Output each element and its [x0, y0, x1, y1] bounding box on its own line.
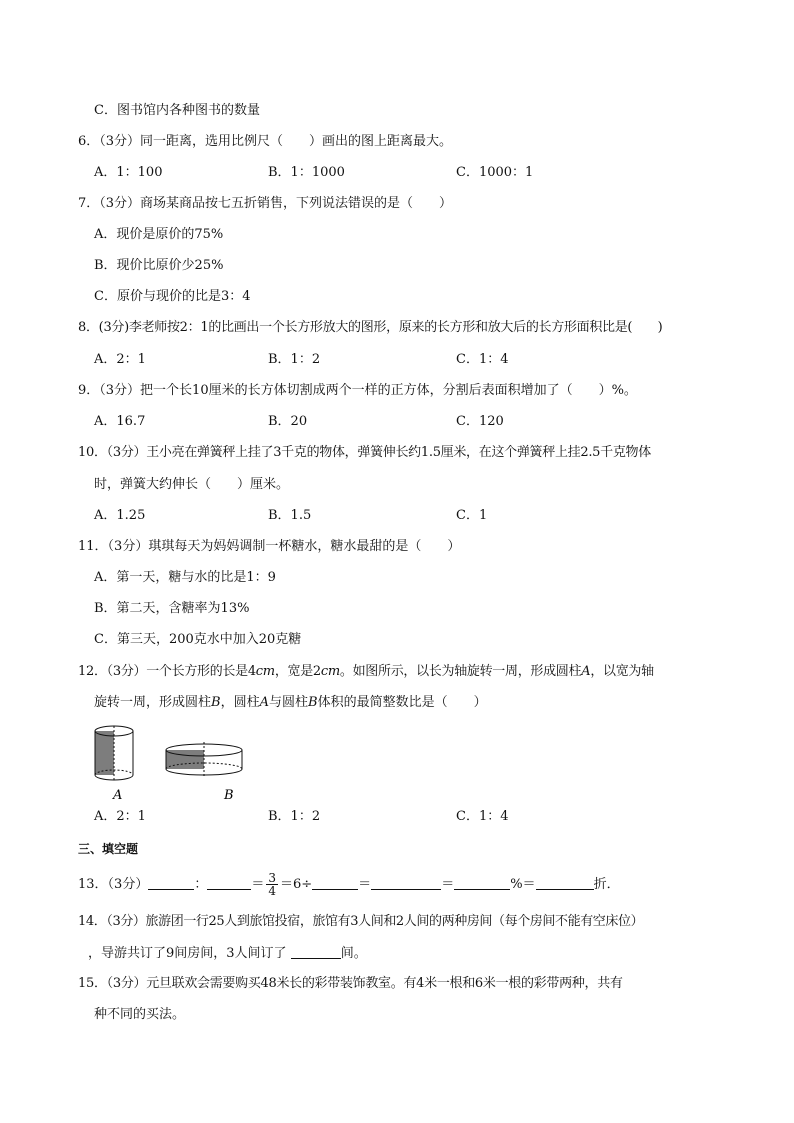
q12-stem-line2: 旋转一周，形成圆柱B，圆柱A与圆柱B体积的最简整数比是（ ）: [94, 695, 487, 710]
q12-option-a: A．2：1: [94, 809, 146, 824]
q11-stem: 11．（3分）琪琪每天为妈妈调制一杯糖水，糖水最甜的是（ ）: [78, 539, 461, 554]
q10-option-b: B．1.5: [268, 508, 312, 523]
q13-blank-2[interactable]: [207, 876, 251, 890]
section-fill-in-title: 三、填空题: [78, 842, 139, 856]
cylinder-a-label: A: [113, 788, 123, 802]
q14-stem-line1: 14．（3分）旅游团一行25人到旅馆投宿，旅馆有3人间和2人间的两种房间（每个房间不能有空床位）: [78, 914, 644, 929]
q9-option-a: A．16.7: [94, 414, 146, 429]
q13-blank-4[interactable]: [371, 876, 441, 890]
q13-blank-1[interactable]: [148, 876, 194, 890]
q6-option-b: B．1：1000: [268, 165, 345, 180]
q13-blank-3[interactable]: [312, 876, 358, 890]
q6-stem: 6．（3分）同一距离，选用比例尺（ ）画出的图上距离最大。: [78, 134, 453, 149]
cylinder-b-shape: [166, 742, 242, 777]
q13-fraction: $\frac{3}{4}$: [268, 871, 276, 898]
q14-blank[interactable]: [291, 945, 341, 959]
q7-stem: 7．（3分）商场某商品按七五折销售，下列说法错误的是（ ）: [78, 196, 453, 211]
q7-option-c: C．原价与现价的比是3：4: [94, 289, 251, 304]
q13-blank-6[interactable]: [536, 876, 594, 890]
q8-option-c: C．1：4: [456, 352, 509, 367]
q11-option-b: B．第二天，含糖率为13%: [94, 601, 250, 616]
q10-option-a: A．1.25: [94, 508, 146, 523]
q13-blank-5[interactable]: [454, 876, 510, 890]
q12-option-b: B．1：2: [268, 809, 321, 824]
q6-option-a: A．1：100: [94, 165, 163, 180]
q9-option-b: B．20: [268, 414, 308, 429]
q7-option-b: B．现价比原价少25%: [94, 258, 224, 273]
cylinder-b-label: B: [224, 788, 234, 802]
q15-stem-line1: 15．（3分）元旦联欢会需要购买48米长的彩带装饰教室。有4米一根和6米一根的彩带两种，共有: [78, 976, 623, 991]
q9-option-c: C．120: [456, 414, 504, 429]
q7-option-a: A．现价是原价的75%: [94, 227, 224, 242]
q8-stem: 8．(3分)李老师按2：1的比画出一个长方形放大的图形，原来的长方形和放大后的长方形面积比是( ): [78, 320, 663, 335]
q8-option-b: B．1：2: [268, 352, 321, 367]
q8-option-a: A．2：1: [94, 352, 146, 367]
cylinder-a-shape: [95, 726, 133, 780]
q12-stem-line1: 12．（3分）一个长方形的长是4cm，宽是2cm。如图所示，以长为轴旋转一周，形成圆柱A，以宽为轴: [78, 664, 654, 679]
q15-stem-line2: 种不同的买法。: [94, 1007, 186, 1022]
q9-stem: 9．（3分）把一个长10厘米的长方体切割成两个一样的正方体，分割后表面积增加了（ ）%。: [78, 383, 637, 398]
q11-option-c: C．第三天，200克水中加入20克糖: [94, 632, 302, 647]
q5-option-c: C．图书馆内各种图书的数量: [94, 103, 260, 118]
q6-option-c: C．1000：1: [456, 165, 534, 180]
cylinders-figure: [86, 722, 276, 802]
q10-stem-line2: 时，弹簧大约伸长（ ）厘米。: [94, 477, 290, 492]
q13-equation: 13．（3分） ： ＝ $\frac{3}{4}$ ＝6÷ ＝ ＝ %＝ 折．: [78, 871, 620, 898]
q12-option-c: C．1：4: [456, 809, 509, 824]
q10-stem-line1: 10．（3分）王小亮在弹簧秤上挂了3千克的物体，弹簧伸长约1.5厘米，在这个弹簧秤上挂2.5千克物体: [78, 445, 651, 460]
q11-option-a: A．第一天，糖与水的比是1：9: [94, 570, 276, 585]
q10-option-c: C．1: [456, 508, 488, 523]
q14-stem-line2: ，导游共订了9间房间，3人间订了 间。: [88, 946, 367, 961]
